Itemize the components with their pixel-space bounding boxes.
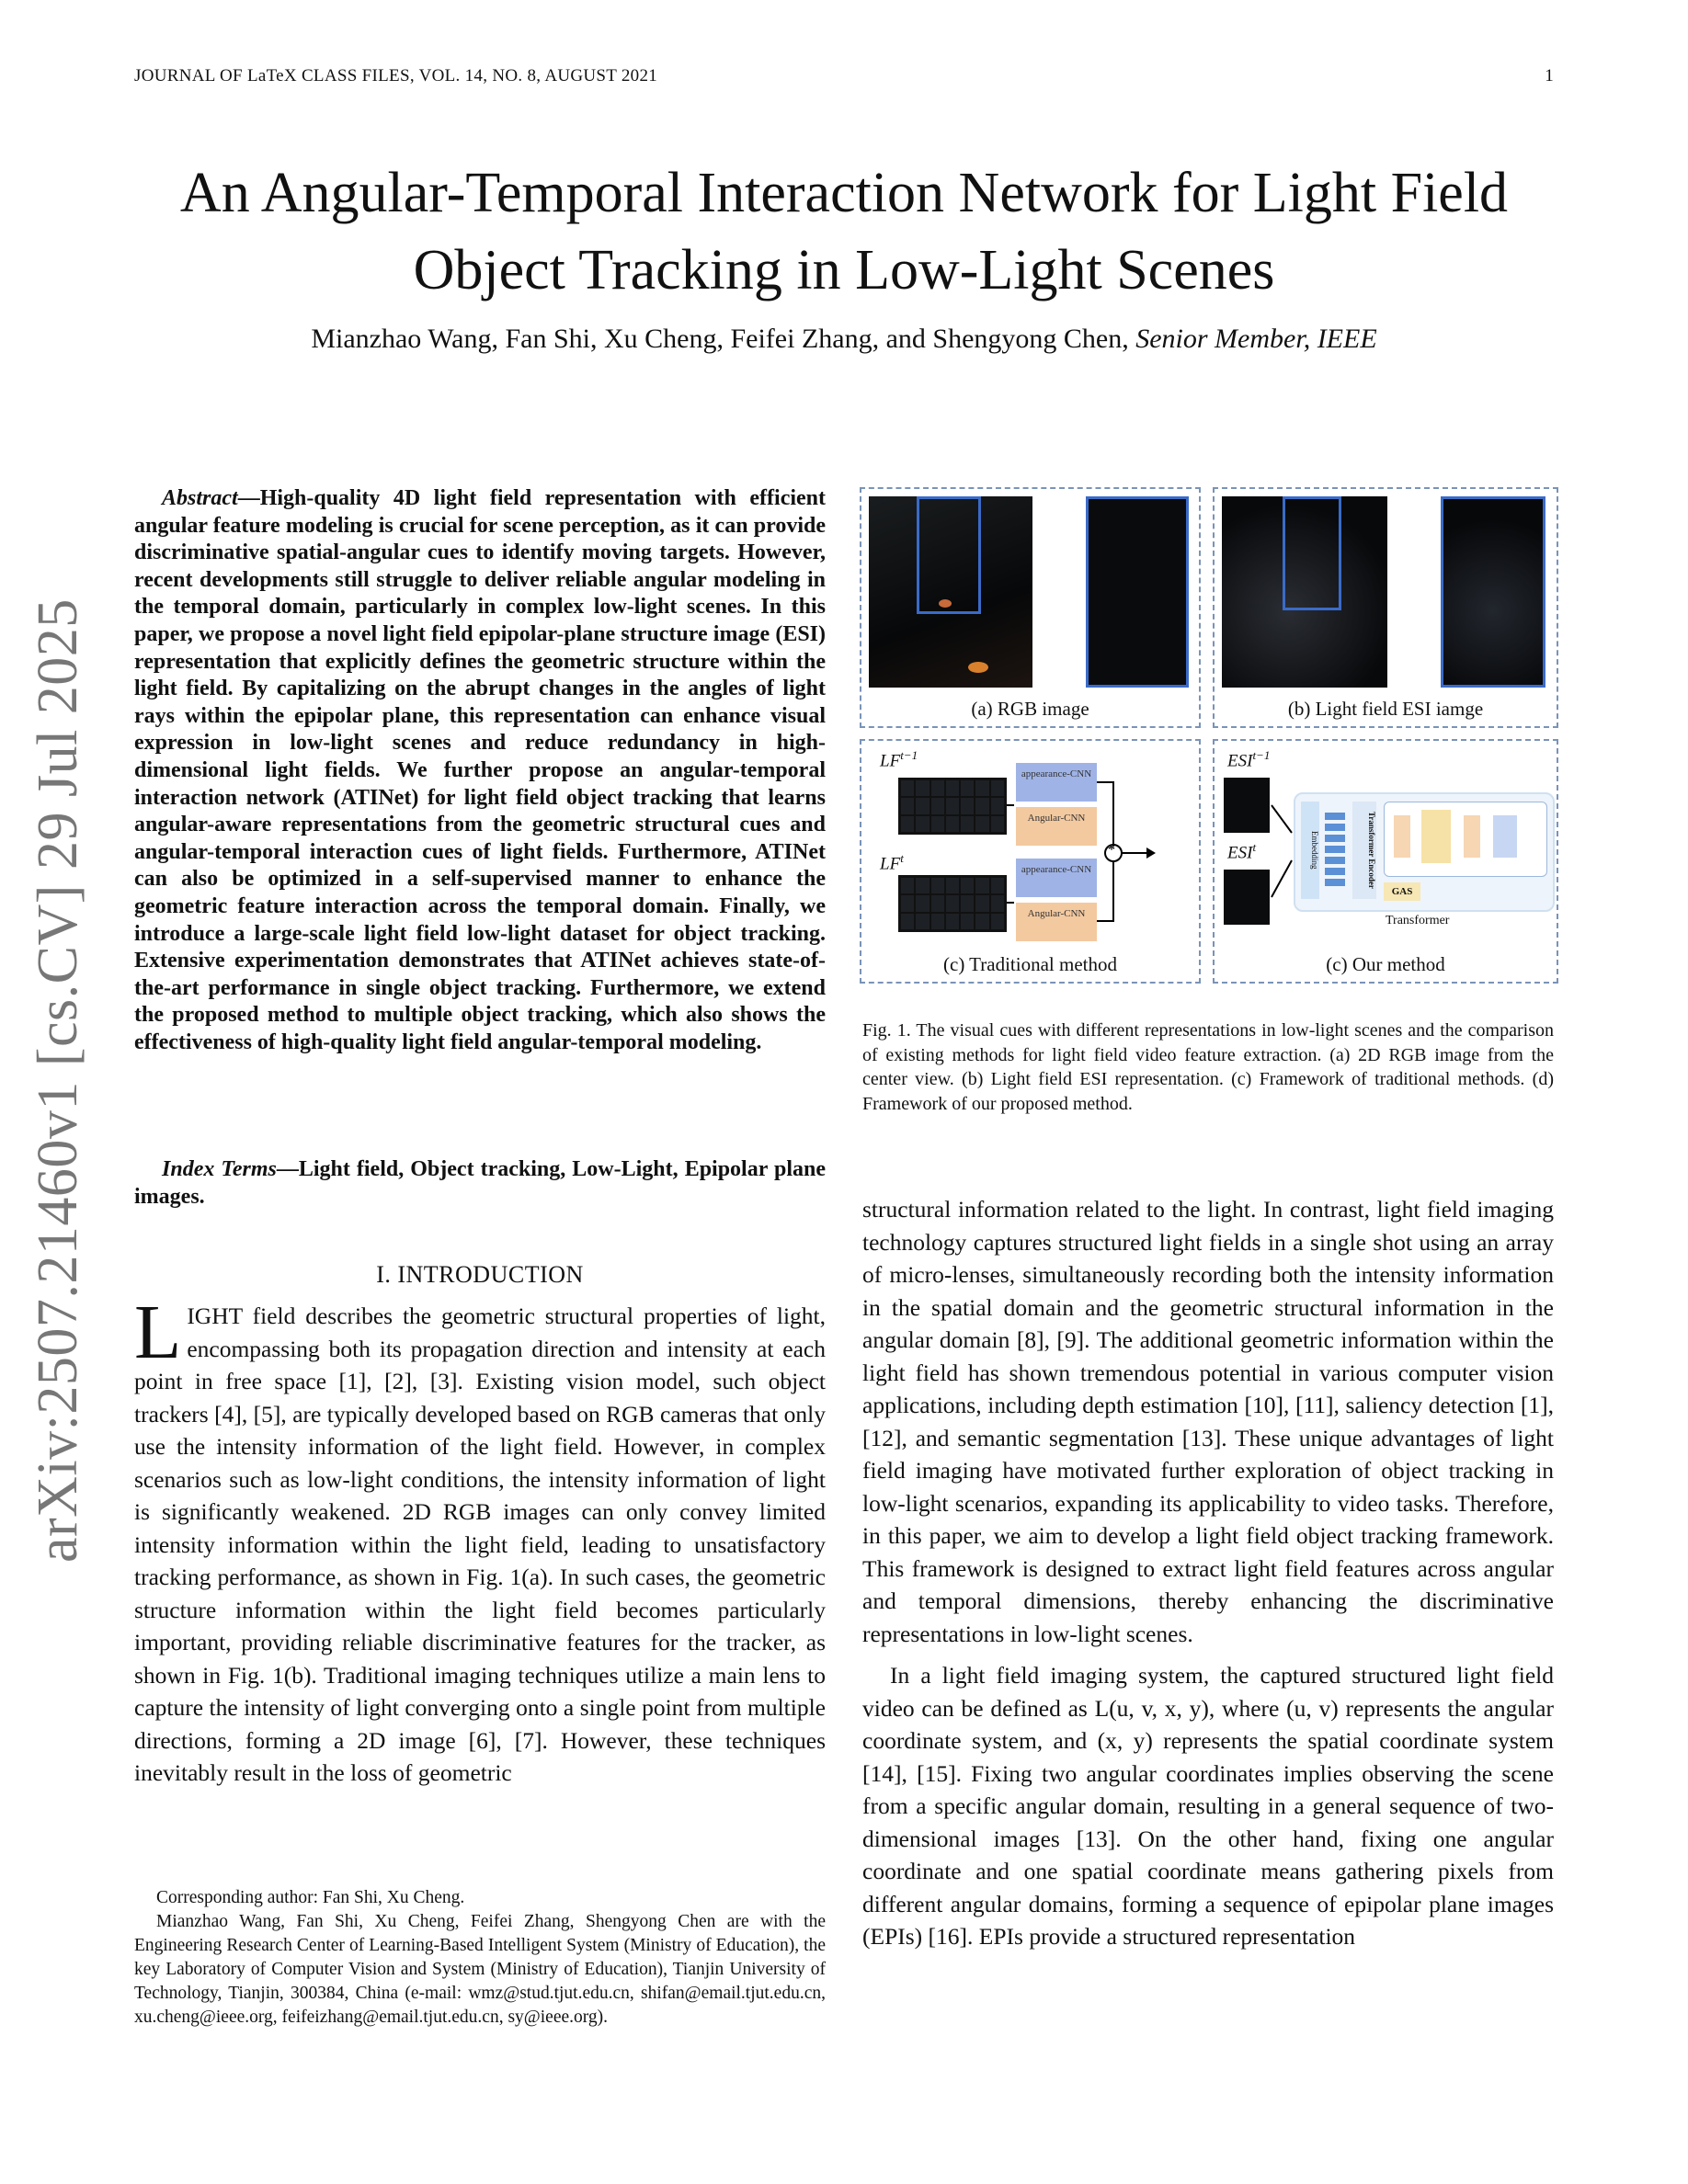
esi-image xyxy=(1222,496,1387,688)
star-operator: * xyxy=(1108,842,1115,858)
page-number: 1 xyxy=(1545,66,1554,85)
intro-text: IGHT field describes the geometric structural properties of light, encompassing both its propagation direction and intensity at each point in free space [1], [2], [3]. Existing vision model, such object trackers [4], [5], are typically developed based on RGB cameras that only use the intensity information of the light field. However, in complex scenarios such as low-light conditions, the intensity information of light is significantly weakened. 2D RGB images can only convey limited intensity information within the light field, leading to unsatisfactory tracking performance, as shown in Fig. 1(a). In such cases, the geometric structure information within the light field becomes particularly important, providing reliable discriminative features for the tracker, as shown in Fig. 1(b). Traditional imaging techniques utilize a main lens to capture the intensity of light converging onto a single point from multiple directions, forming a 2D image [6], [7]. However, these techniques inevitably result in the loss of geometric xyxy=(134,1302,826,1786)
panel-c-caption: (c) Traditional method xyxy=(943,953,1117,975)
author-names: Mianzhao Wang, Fan Shi, Xu Cheng, Feifei Zhang, and Shengyong Chen, xyxy=(311,324,1129,354)
section-heading: I. INTRODUCTION xyxy=(376,1261,584,1288)
mlp-block xyxy=(1493,815,1517,858)
white-spacer xyxy=(1032,496,1086,688)
fish-orange xyxy=(968,662,988,673)
right-paragraph-2: In a light field imaging system, the captured structured light field video can be defined as L(u, v, x, y), where (u, v) represents the angular coordinate system, and (x, y) represents the spatial coordinate system [14], [15]. Fixing two angular coordinates implies observing the scene from a specific angular domain, resulting in a general sequence of two-dimensional images [13]. On the other hand, fixing one angular coordinate and one spatial coordinate means gathering pixels from different angular domains, forming a sequence of epipolar plane images (EPIs) [16]. EPIs provide a structured representation xyxy=(862,1662,1554,1950)
drop-cap: L xyxy=(134,1290,182,1375)
footnote xyxy=(134,1886,826,2030)
encoder-block: Transformer Encoder xyxy=(1352,802,1376,899)
esi-cur-sup: t xyxy=(1252,840,1257,854)
esi-prev-text: ESI xyxy=(1227,751,1253,771)
panel-esi-image xyxy=(1213,487,1558,728)
right-column-text xyxy=(862,1193,1554,1953)
lf-cur-sup: t xyxy=(900,851,904,865)
target-box xyxy=(917,496,981,614)
angular-cnn-bottom: Angular-CNN xyxy=(1016,903,1097,941)
norm-block-2 xyxy=(1464,815,1480,858)
lf-prev-text: LF xyxy=(880,751,901,771)
author-list xyxy=(110,324,1578,355)
rgb-zoom xyxy=(1086,496,1189,688)
traditional-arrows xyxy=(861,741,1203,952)
white-spacer-b xyxy=(1387,496,1441,688)
index-terms xyxy=(134,1156,826,1211)
index-terms-text: —Light field, Object tracking, Low-Light, Epipolar plane images. xyxy=(134,1157,827,1209)
panel-d-caption: (c) Our method xyxy=(1326,953,1445,975)
norm-block xyxy=(1394,815,1410,858)
figure-caption: Fig. 1. The visual cues with different representations in low-light scenes and the comparison of existing methods for light field video feature extraction. (a) 2D RGB image from the center view. (b) Light field ESI representation. (c) Framework of traditional methods. (d) Framework of our proposed method. xyxy=(862,1020,1554,1114)
author-role: Senior Member, IEEE xyxy=(1135,324,1377,354)
panel-rgb-image xyxy=(860,487,1201,728)
esi-target-box xyxy=(1283,496,1341,610)
paper-title: An Angular-Temporal Interaction Network for Light Field Object Tracking in Low-Light Scenes xyxy=(179,162,1509,301)
abstract xyxy=(134,485,826,1056)
footnote-corresponding: Corresponding author: Fan Shi, Xu Cheng. xyxy=(156,1888,465,1907)
rgb-image xyxy=(869,496,1032,688)
angular-cnn-top: Angular-CNN xyxy=(1016,807,1097,846)
running-header: JOURNAL OF LaTeX CLASS FILES, VOL. 14, NO. 8, AUGUST 2021 xyxy=(134,66,658,85)
panel-traditional xyxy=(860,739,1201,984)
appearance-cnn-bottom: appearance-CNN xyxy=(1016,859,1097,897)
gas-block: GAS xyxy=(1384,882,1420,901)
lf-cur-text: LF xyxy=(880,854,901,874)
token-column xyxy=(1325,813,1345,890)
transformer-block xyxy=(1294,792,1555,912)
intro-paragraph xyxy=(134,1290,826,1790)
transformer-label: Transformer xyxy=(1386,914,1450,927)
footnote-affiliation: Mianzhao Wang, Fan Shi, Xu Cheng, Feifei Zhang, Shengyong Chen are with the Engineering Research Center of Learning-Based Intelligent System (Ministry of Education), the key Laboratory of Computer Vision and System (Ministry of Education), Tianjin University of Technology, Tianjin, 300384, China (e-mail: wmz@stud.tjut.edu.cn, shifan@email.tjut.edu.cn, xu.cheng@ieee.org, feifeizhang@email.tjut.edu.cn, sy@ieee.org). xyxy=(134,1912,826,2027)
abstract-lead: Abstract xyxy=(162,486,238,510)
mha-block xyxy=(1421,810,1451,863)
esi-zoom xyxy=(1441,496,1545,688)
panel-our-method xyxy=(1213,739,1558,984)
esi-cur-text: ESI xyxy=(1227,843,1253,863)
lf-prev-sup: t−1 xyxy=(900,748,918,762)
abstract-text: —High-quality 4D light field representation with efficient angular feature modeling is crucial for scene perception, as it can provide discriminative spatial-angular cues to identify moving targets. However, recent developments still struggle to deliver reliable angular modeling in the temporal domain, particularly in complex low-light scenes. In this paper, we propose a novel light field epipolar-plane structure image (ESI) representation that explicitly defines the geometric structure within the light field. By capitalizing on the abrupt changes in the angles of light rays within the epipolar plane, this representation can enhance visual expression in low-light scenes and reduce redundancy in high-dimensional light fields. We further propose an angular-temporal interaction network (ATINet) for light field object tracking that learns angular-aware representations from the geometric structural cues and angular-temporal interaction cues of light fields. Furthermore, ATINet can also be optimized in a self-supervised manner to enhance the geometric feature interaction across the temporal domain. Finally, we introduce a large-scale light field low-light dataset for object tracking. Extensive experimentation demonstrates that ATINet achieves state-of-the-art performance in single object tracking. Furthermore, we extend the proposed method to multiple object tracking, which also shows the effectiveness of high-quality light field angular-temporal modeling. xyxy=(134,486,826,1054)
figure-1 xyxy=(860,487,1558,984)
panel-b-caption: (b) Light field ESI iamge xyxy=(1287,698,1484,720)
attention-block xyxy=(1384,802,1547,877)
right-paragraph-1: structural information related to the light. In contrast, light field imaging technology captures structured light fields in a single shot using an array of micro-lenses, simultaneously recording both the intensity information in the spatial domain and the geometric structural information in the angular domain [8], [9]. The additional geometric information within the light field has shown tremendous potential in various computer vision applications, including depth estimation [10], [11], saliency detection [1], [12], and semantic segmentation [13]. These unique advantages of light field imaging have motivated further exploration of object tracking in low-light scenarios, expanding its applicability to video tasks. Therefore, in this paper, we aim to develop a light field object tracking framework. This framework is designed to extract light field features across angular and temporal dimensions, thereby enhancing the discriminative representations in low-light scenes. xyxy=(862,1196,1554,1647)
panel-a-caption: (a) RGB image xyxy=(971,698,1089,720)
arxiv-stamp: arXiv:2507.21460v1 [cs.CV] 29 Jul 2025 xyxy=(27,598,89,1563)
appearance-cnn-top: appearance-CNN xyxy=(1016,763,1097,802)
embedding-block: Embedding xyxy=(1301,802,1319,899)
esi-prev-sup: t−1 xyxy=(1252,748,1271,762)
index-terms-lead: Index Terms xyxy=(162,1157,277,1181)
fish-target xyxy=(939,599,952,608)
